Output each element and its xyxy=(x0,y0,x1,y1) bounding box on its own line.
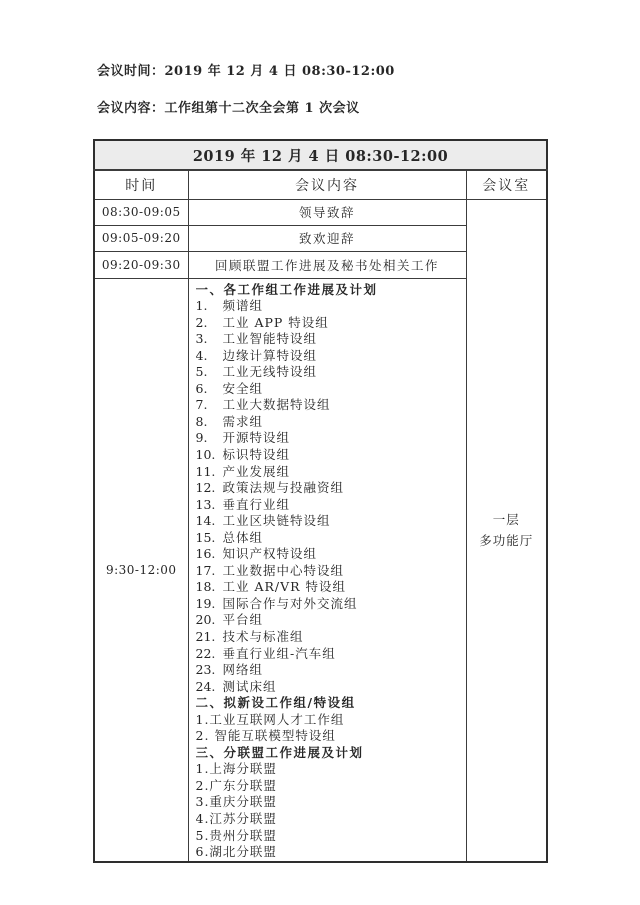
agenda-item xyxy=(196,579,460,596)
agenda-item: 5.贵州分联盟 xyxy=(195,827,277,843)
agenda-cell xyxy=(188,278,466,862)
agenda-item xyxy=(196,381,460,398)
agenda-item-label: 工业数据中心特设组 xyxy=(222,562,345,578)
agenda-item xyxy=(196,497,460,514)
time-cell: 9:30-12:00 xyxy=(94,278,188,862)
agenda-item xyxy=(196,662,460,679)
agenda-item-label: 平台组 xyxy=(222,612,264,628)
agenda-item xyxy=(196,612,460,629)
agenda-item-number: 23. xyxy=(195,662,216,678)
agenda-item-label: 需求组 xyxy=(222,413,264,429)
agenda-item xyxy=(196,298,460,315)
meeting-time-line: 会议时间：2019 年 12 月 4 日 08:30-12:00 xyxy=(97,64,395,79)
agenda-item-label: 边缘计算特设组 xyxy=(222,347,318,363)
agenda-item xyxy=(196,563,460,580)
agenda-item xyxy=(196,397,460,414)
agenda-item xyxy=(196,331,460,348)
agenda-item-number: 18. xyxy=(195,579,216,595)
agenda-item-label: 总体组 xyxy=(222,529,264,545)
agenda-item-number: 20. xyxy=(195,612,216,628)
agenda-item xyxy=(196,464,460,481)
agenda-item: 6.湖北分联盟 xyxy=(195,844,277,860)
agenda-item: 3.重庆分联盟 xyxy=(195,794,277,810)
agenda-item-label: 政策法规与投融资组 xyxy=(222,480,345,496)
agenda-item-label: 安全组 xyxy=(222,380,264,396)
agenda-section-header: 一、各工作组工作进展及计划 xyxy=(195,281,378,297)
agenda-item xyxy=(196,480,460,497)
agenda-item xyxy=(196,679,460,696)
table-header-row xyxy=(94,170,547,199)
agenda-item xyxy=(196,315,460,332)
agenda-item-number: 2. xyxy=(195,314,208,330)
table-title: 2019 年 12 月 4 日 08:30-12:00 xyxy=(94,140,547,170)
agenda-item-label: 工业无线特设组 xyxy=(222,364,318,380)
table-row xyxy=(94,199,547,225)
agenda-item-number: 13. xyxy=(195,496,216,512)
agenda-table xyxy=(93,139,548,863)
time-cell: 09:05-09:20 xyxy=(94,225,188,251)
agenda-item-number: 5. xyxy=(195,364,208,380)
agenda-item-number: 6. xyxy=(195,380,208,396)
agenda-item-number: 3. xyxy=(195,331,208,347)
agenda-item-number: 14. xyxy=(195,513,216,529)
agenda-section-header: 三、分联盟工作进展及计划 xyxy=(195,744,364,760)
agenda-item: 2.广东分联盟 xyxy=(195,777,277,793)
agenda-item xyxy=(196,596,460,613)
agenda-item-label: 频谱组 xyxy=(222,298,264,314)
agenda-item-label: 测试床组 xyxy=(222,678,277,694)
column-header-time: 时间 xyxy=(94,170,188,199)
room-line: 多功能厅 xyxy=(479,533,534,549)
time-cell: 08:30-09:05 xyxy=(94,199,188,225)
agenda-item xyxy=(196,513,460,530)
meeting-room-cell xyxy=(466,199,547,862)
agenda-item-number: 10. xyxy=(195,446,216,462)
agenda-section-header: 二、拟新设工作组/特设组 xyxy=(195,695,356,711)
time-cell: 09:20-09:30 xyxy=(94,251,188,278)
agenda-item: 1.工业互联网人才工作组 xyxy=(195,711,345,727)
agenda-item-number: 11. xyxy=(195,463,216,479)
agenda-item-label: 垂直行业组-汽车组 xyxy=(222,645,336,661)
agenda-item-label: 工业大数据特设组 xyxy=(222,397,331,413)
agenda-item-label: 网络组 xyxy=(222,662,264,678)
agenda-item-number: 1. xyxy=(195,298,208,314)
agenda-item-number: 24. xyxy=(195,678,216,694)
agenda-item-label: 垂直行业组 xyxy=(222,496,291,512)
agenda-item-label: 标识特设组 xyxy=(222,446,291,462)
agenda-item-label: 工业智能特设组 xyxy=(222,331,318,347)
agenda-item-label: 开源特设组 xyxy=(222,430,291,446)
agenda-item xyxy=(196,546,460,563)
column-header-content: 会议内容 xyxy=(188,170,466,199)
agenda-item xyxy=(196,348,460,365)
agenda-item: 1.上海分联盟 xyxy=(195,761,277,777)
agenda-item xyxy=(196,530,460,547)
agenda-item xyxy=(196,629,460,646)
agenda-item-label: 工业 APP 特设组 xyxy=(222,314,329,330)
agenda-item-number: 22. xyxy=(195,645,216,661)
agenda-item-label: 知识产权特设组 xyxy=(222,546,318,562)
agenda-list xyxy=(196,282,460,861)
agenda-item-number: 9. xyxy=(195,430,208,446)
agenda-item: 4.江苏分联盟 xyxy=(195,811,277,826)
agenda-item-label: 工业 AR/VR 特设组 xyxy=(222,579,347,595)
agenda-item xyxy=(196,646,460,663)
agenda-item-number: 15. xyxy=(195,529,216,545)
agenda-item: 2. 智能互联模型特设组 xyxy=(195,728,336,744)
room-line: 一层 xyxy=(492,512,520,528)
table-title-row xyxy=(94,140,547,170)
agenda-item xyxy=(196,430,460,447)
meeting-content-line: 会议内容：工作组第十二次全会第 1 次会议 xyxy=(97,101,360,116)
agenda-item xyxy=(196,447,460,464)
agenda-item-number: 7. xyxy=(195,397,208,413)
agenda-item-number: 12. xyxy=(195,480,216,496)
content-cell: 回顾联盟工作进展及秘书处相关工作 xyxy=(188,251,466,278)
agenda-item-label: 工业区块链特设组 xyxy=(222,513,331,529)
agenda-item-label: 技术与标准组 xyxy=(222,628,304,644)
agenda-item-label: 国际合作与对外交流组 xyxy=(222,595,358,611)
column-header-room: 会议室 xyxy=(466,170,547,199)
content-cell: 领导致辞 xyxy=(188,199,466,225)
agenda-item-number: 16. xyxy=(195,546,216,562)
content-cell: 致欢迎辞 xyxy=(188,225,466,251)
agenda-item-number: 21. xyxy=(195,628,216,644)
agenda-item xyxy=(196,414,460,431)
agenda-item-number: 4. xyxy=(195,347,208,363)
agenda-item xyxy=(196,364,460,381)
agenda-item-number: 8. xyxy=(195,413,208,429)
agenda-item-number: 19. xyxy=(195,595,216,611)
agenda-item-label: 产业发展组 xyxy=(222,463,291,479)
agenda-item-number: 17. xyxy=(195,562,216,578)
